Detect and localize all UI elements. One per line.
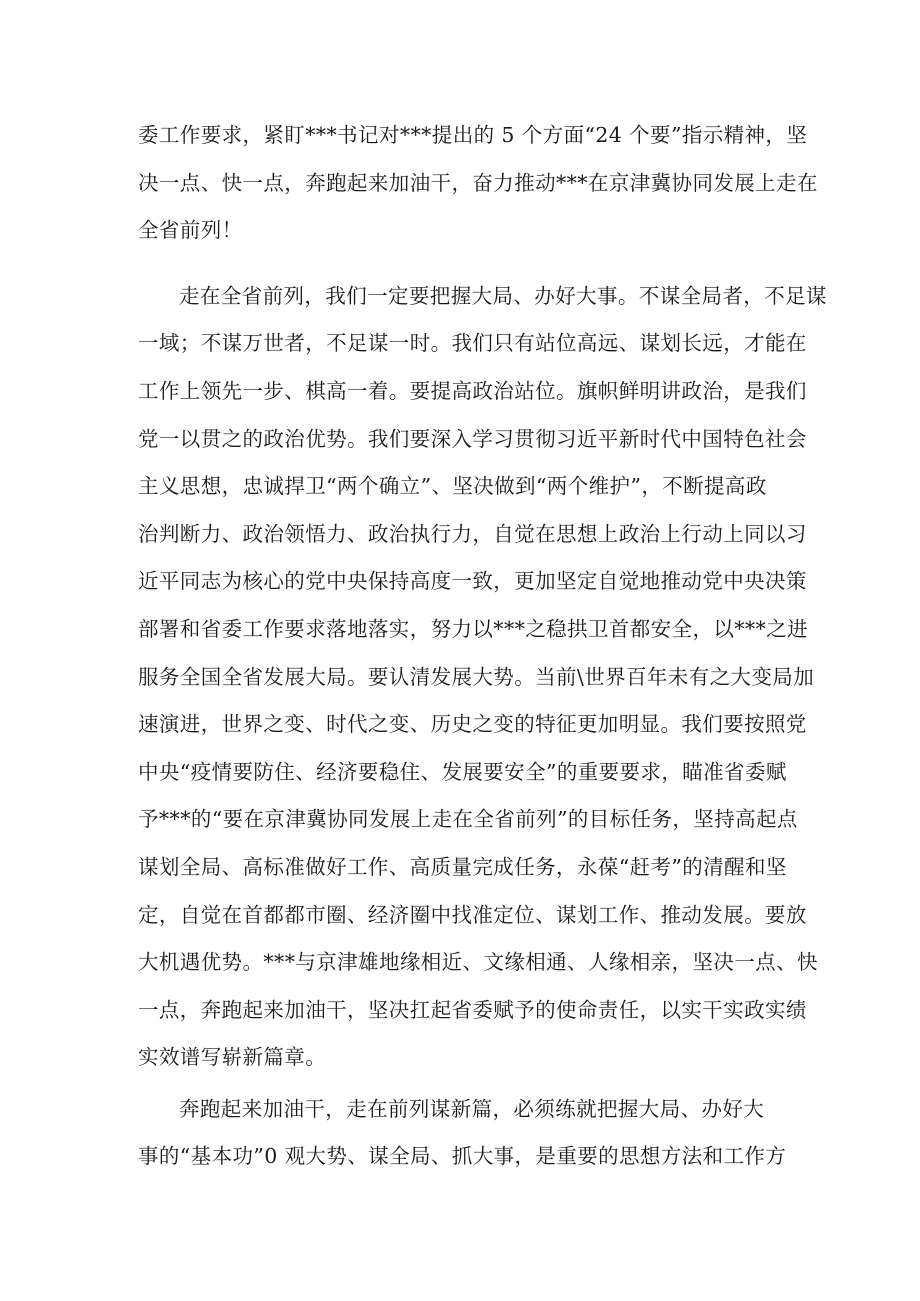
paragraph-2-line-8: 部署和省委工作要求落地落实，努力以***之稳拱卫首都安全，以***之进 [138,616,808,641]
paragraph-3-line-1: 奔跑起来加油干，走在前列谋新篇，必须练就把握大局、办好大 [179,1096,765,1121]
paragraph-1-line-3: 全省前列！ [138,218,243,243]
paragraph-1 [138,112,818,255]
paragraph-2-line-6: 治判断力、政治领悟力、政治执行力，自觉在思想上政治上行动上同以习 [138,521,807,546]
document-body [138,112,827,1181]
paragraph-2-line-10: 速演进，世界之变、时代之变、历史之变的特征更加明显。我们要按照党 [138,712,807,737]
paragraph-2-line-2: 一域；不谋万世者，不足谋一时。我们只有站位高远、谋划长远，才能在 [138,331,807,356]
paragraph-1-line-1: 委工作要求，紧盯***书记对***提出的 5 个方面“24 个要”指示精神，坚 [138,123,808,147]
paragraph-2 [138,273,827,1082]
paragraph-2-line-15: 大机遇优势。***与京津雄地缘相近、文缘相通、人缘相亲，坚决一点、快 [138,950,818,975]
paragraph-2-line-13: 谋划全局、高标准做好工作、高质量完成任务，永葆“赶考”的清醒和坚 [138,854,787,879]
paragraph-2-line-12: 予***的“要在京津冀协同发展上走在全省前列”的目标任务，坚持高起点 [138,807,798,832]
paragraph-2-line-5: 主义思想，忠诚捍卫“两个确立”、坚决做到“两个维护”，不断提高政 [138,474,767,499]
paragraph-2-line-14: 定，自觉在首都都市圈、经济圈中找准定位、谋划工作、推动发展。要放 [138,902,807,927]
paragraph-2-line-3: 工作上领先一步、棋高一着。要提高政治站位。旗帜鲜明讲政治，是我们 [138,378,807,403]
paragraph-3 [138,1086,786,1181]
paragraph-2-line-7: 近平同志为核心的党中央保持高度一致，更加坚定自觉地推动党中央决策 [138,569,807,594]
paragraph-2-line-11: 中央“疫情要防住、经济要稳住、发展要安全”的重要要求，瞄准省委赋 [138,759,787,784]
paragraph-2-line-17: 实效谱写崭新篇章。 [138,1045,327,1070]
paragraph-2-line-9: 服务全国全省发展大局。要认清发展大势。当前\世界百年未有之大变局加 [138,664,815,689]
paragraph-1-line-2: 决一点、快一点，奔跑起来加油干，奋力推动***在京津冀协同发展上走在 [138,170,818,195]
paragraph-3-line-2: 事的“基本功”0 观大势、谋全局、抓大事，是重要的思想方法和工作方 [138,1144,787,1169]
paragraph-2-line-1: 走在全省前列，我们一定要把握大局、办好大事。不谋全局者，不足谋 [179,283,827,308]
paragraph-2-line-16: 一点，奔跑起来加油干，坚决扛起省委赋予的使命责任，以实干实政实绩 [138,997,807,1022]
paragraph-2-line-4: 党一以贯之的政治优势。我们要深入学习贯彻习近平新时代中国特色社会 [138,426,807,451]
